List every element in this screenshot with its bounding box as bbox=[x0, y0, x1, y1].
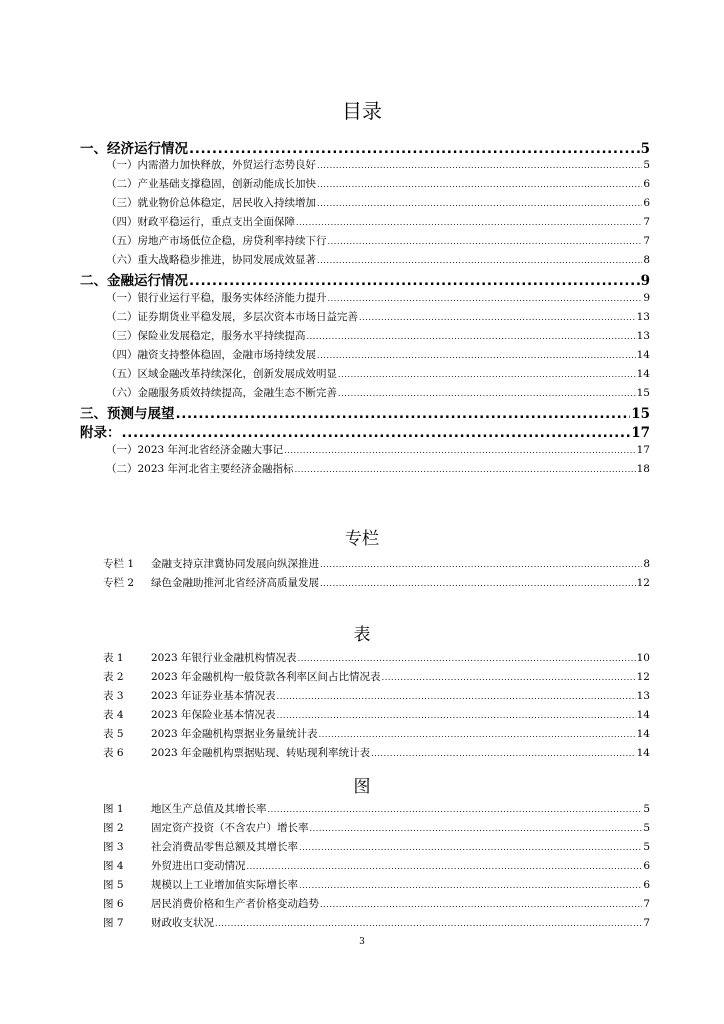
toc-entry[interactable]: （四）财政平稳运行，重点支出全面保障 ..... 7 bbox=[106, 214, 650, 229]
toc-entry[interactable]: （二）2023 年河北省主要经济金融指标 ..... 18 bbox=[106, 461, 650, 476]
table-entry[interactable]: 表 4 2023 年保险业基本情况表 ..... 14 bbox=[103, 707, 650, 722]
table-entry[interactable]: 表 3 2023 年证券业基本情况表 ..... 13 bbox=[103, 688, 650, 703]
figure-entry[interactable]: 图 5 规模以上工业增加值实际增长率 ..... 6 bbox=[103, 877, 650, 892]
table-entry[interactable]: 表 2 2023 年金融机构一般贷款各利率区间占比情况表 ..... 12 bbox=[103, 669, 650, 684]
toc-entry[interactable]: （四）融资支持整体稳固，金融市场持续发展 ..... 14 bbox=[106, 347, 650, 362]
toc-entry[interactable]: 二、金融运行情况 ..... 9 bbox=[80, 269, 650, 289]
toc-entry[interactable]: （二）证券期货业平稳发展，多层次资本市场日益完善 ..... 13 bbox=[106, 309, 650, 324]
table-entry[interactable]: 表 1 2023 年银行业金融机构情况表 ..... 10 bbox=[103, 650, 650, 665]
toc-entry[interactable]: 一、经济运行情况 ..... 5 bbox=[80, 137, 650, 157]
column-entry[interactable]: 专栏 2 绿色金融助推河北省经济高质量发展 ..... 12 bbox=[103, 575, 650, 590]
toc-title: 目录 bbox=[342, 99, 382, 123]
column-entry[interactable]: 专栏 1 金融支持京津冀协同发展向纵深推进 ..... 8 bbox=[103, 556, 650, 571]
figure-entry[interactable]: 图 2 固定资产投资（不含农户）增长率 ..... 5 bbox=[103, 820, 650, 835]
toc-entry[interactable]: （五）房地产市场低位企稳，房贷利率持续下行 ..... 7 bbox=[106, 233, 650, 248]
table-entry[interactable]: 表 6 2023 年金融机构票据贴现、转贴现利率统计表 ..... 14 bbox=[103, 745, 650, 760]
figure-entry[interactable]: 图 4 外贸进出口变动情况 ..... 6 bbox=[103, 858, 650, 873]
toc-entry[interactable]: （六）金融服务质效持续提高，金融生态不断完善 ..... 15 bbox=[106, 385, 650, 400]
toc-entry[interactable]: 附录： ..... 17 bbox=[80, 421, 650, 441]
toc-entry[interactable]: 三、预测与展望 ..... 15 bbox=[80, 402, 650, 422]
figure-entry[interactable]: 图 1 地区生产总值及其增长率 ..... 5 bbox=[103, 801, 650, 816]
figure-entry[interactable]: 图 3 社会消费品零售总额及其增长率 ..... 5 bbox=[103, 839, 650, 854]
figures-heading: 图 bbox=[353, 777, 371, 797]
figure-entry[interactable]: 图 6 居民消费价格和生产者价格变动趋势 ..... 7 bbox=[103, 896, 650, 911]
toc-entry[interactable]: （三）就业物价总体稳定，居民收入持续增加 ..... 6 bbox=[106, 195, 650, 210]
figure-entry[interactable]: 图 7 财政收支状况 ..... 7 bbox=[103, 915, 650, 930]
toc-entry[interactable]: （五）区域金融改革持续深化，创新发展成效明显 ..... 14 bbox=[106, 366, 650, 381]
toc-entry[interactable]: （六）重大战略稳步推进，协同发展成效显著 ..... 8 bbox=[106, 252, 650, 267]
toc-entry[interactable]: （一）银行业运行平稳，服务实体经济能力提升 ..... 9 bbox=[106, 290, 650, 305]
toc-entry[interactable]: （一）2023 年河北省经济金融大事记 ..... 17 bbox=[106, 442, 650, 457]
page-number: 3 bbox=[359, 937, 365, 947]
toc-entry[interactable]: （一）内需潜力加快释放，外贸运行态势良好 ..... 5 bbox=[106, 157, 650, 172]
tables-heading: 表 bbox=[353, 625, 371, 645]
table-entry[interactable]: 表 5 2023 年金融机构票据业务量统计表 ..... 14 bbox=[103, 726, 650, 741]
toc-entry[interactable]: （三）保险业发展稳定，服务水平持续提高 ..... 13 bbox=[106, 328, 650, 343]
columns-heading: 专栏 bbox=[345, 529, 379, 549]
toc-entry[interactable]: （二）产业基础支撑稳固，创新动能成长加快 ..... 6 bbox=[106, 176, 650, 191]
